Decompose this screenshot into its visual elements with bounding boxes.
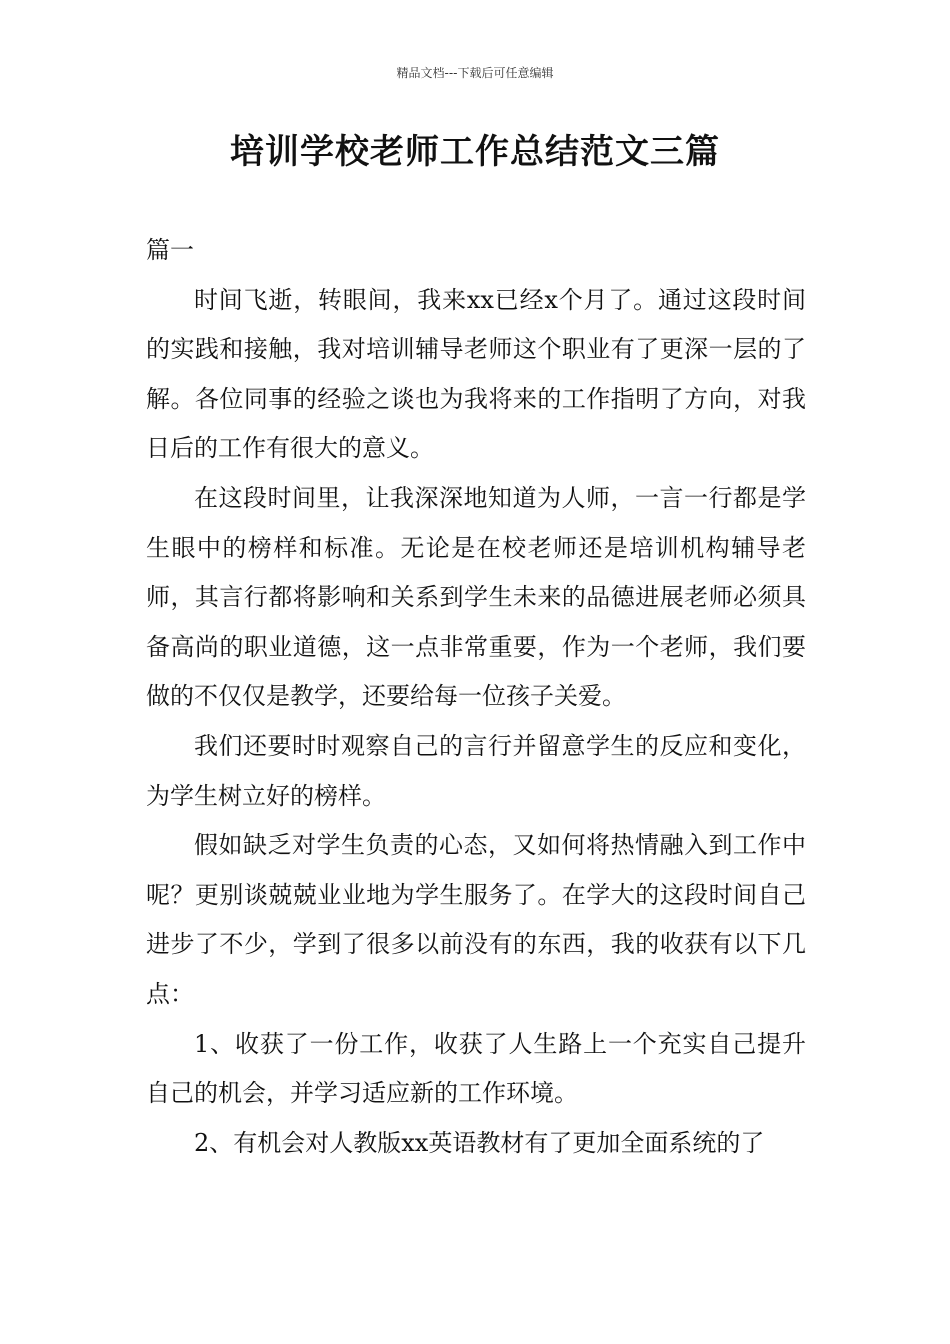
paragraph-3: 我们还要时时观察自己的言行并留意学生的反应和变化，为学生树立好的榜样。 — [146, 731, 806, 810]
paragraph-4: 假如缺乏对学生负责的心态，又如何将热情融入到工作中呢？更别谈兢兢业业地为学生服务了。在学大的这段时间自己进步了不少，学到了很多以前没有的东西，我的收获有以下几点： — [146, 831, 806, 1008]
document-title: 培训学校老师工作总结范文三篇 — [230, 132, 720, 172]
paragraph-1: 时间飞逝，转眼间，我来xx已经x个月了。通过这段时间的实践和接触，我对培训辅导老师这个职业有了更深一层的了解。各位同事的经验之谈也为我将来的工作指明了方向，对我日后的工作有很大的意义。 — [146, 285, 806, 463]
paragraph-5: 1、收获了一份工作，收获了人生路上一个充实自己提升自己的机会，并学习适应新的工作环境。 — [146, 1029, 806, 1108]
document-body — [146, 226, 806, 1168]
paragraph-2: 在这段时间里，让我深深地知道为人师，一言一行都是学生眼中的榜样和标准。无论是在校老师还是培训机构辅导老师，其言行都将影响和关系到学生未来的品德进展老师必须具备高尚的职业道德，这一点非常重要，作为一个老师，我们要做的不仅仅是教学，还要给每一位孩子关爱。 — [146, 483, 806, 711]
section-label: 篇一 — [146, 236, 194, 264]
paragraph-6: 2、有机会对人教版xx英语教材有了更加全面系统的了 — [194, 1128, 765, 1157]
page-header: 精品文档---下载后可任意编辑 — [396, 66, 554, 80]
